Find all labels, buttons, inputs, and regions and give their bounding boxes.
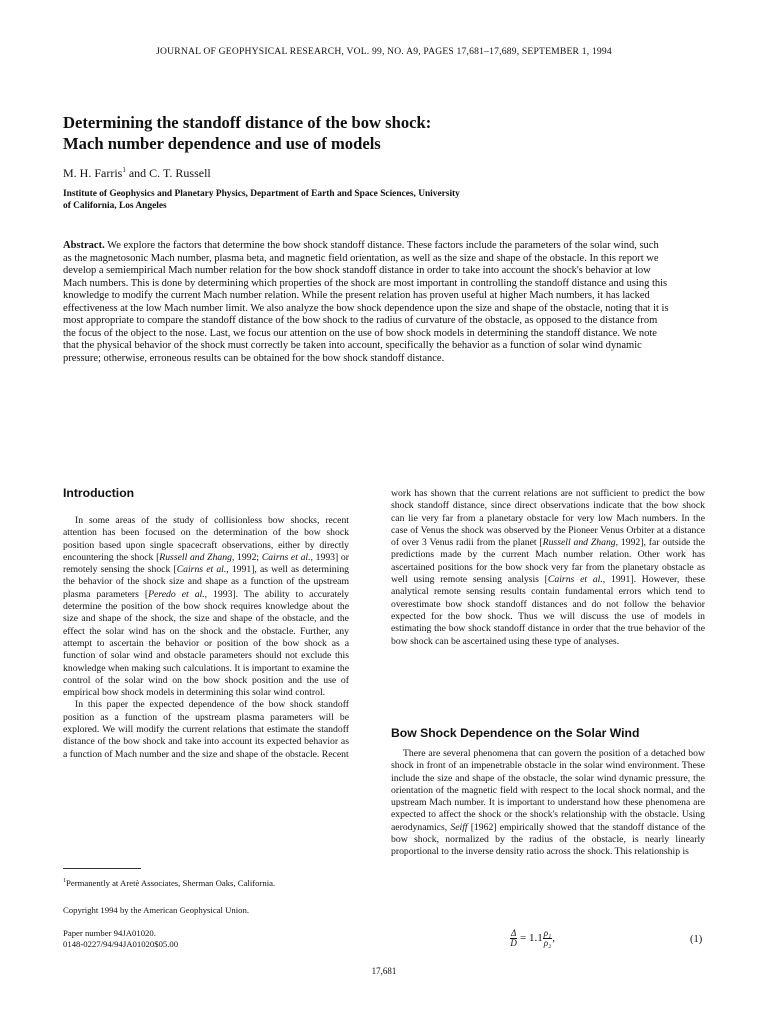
footnote-mark: 1 <box>63 878 66 885</box>
abstract <box>63 240 669 365</box>
paper-number-block <box>63 928 178 950</box>
text-run: In some areas of the study of collisionless bow shocks, recent attention has been focused on the determination of the bow shock position based upon single spacecraft observations, either by directly encountering the shock [ <box>63 515 349 563</box>
title-line-2: Mach number dependence and use of models <box>63 134 381 153</box>
footnote <box>63 878 275 888</box>
copyright: Copyright 1994 by the American Geophysical Union. <box>63 905 250 915</box>
equation-number: (1) <box>690 934 703 945</box>
intro-paragraph-3 <box>391 488 705 648</box>
bow-paragraph-1 <box>391 748 705 859</box>
text-run: , 1992; <box>231 551 262 563</box>
affiliation <box>63 188 713 212</box>
title-line-1: Determining the standoff distance of the bow shock: <box>63 113 432 132</box>
page-number: 17,681 <box>371 966 397 976</box>
footnote-text: Permanently at Aretè Associates, Sherman Oaks, California. <box>66 878 276 888</box>
paper-code: 0148-0227/94/94JA01020$05.00 <box>63 939 179 949</box>
author-join: and <box>125 166 150 180</box>
equation-lhs-denominator: D <box>510 938 517 948</box>
citation: Cairns et al. <box>261 551 311 563</box>
paper-title <box>63 112 713 154</box>
intro-paragraph-2: In this paper the expected dependence of the bow shock standoff position as a function of the upstream plasma parameters will be explored. We will modify the current relations that estimate the standoff distance of the bow shock and take into account its expected behavior as a function of Mach number and the size and shape of the obstacle. Recent <box>63 699 349 760</box>
text-run: , 1993]. The ability to accurately determine the position of the bow shock requires knowledge about the size and shape of the shock, the size and shape of the obstacle, and the effect the solar wind has on the shock and the obstacle. Further, any attempt to ascertain the behavior or position of the bow shock as a function of solar wind and obstacle parameters should not exclude this knowledge when making such calculations. It is important to examine the control of the solar wind on the bow shock position and the use of empirical bow shock models in determining this solar wind control. <box>63 588 349 699</box>
introduction-body <box>63 515 349 761</box>
footnote-rule <box>63 868 141 869</box>
equation-rhs-fraction <box>543 929 552 948</box>
paper-number: Paper number 94JA01020. <box>63 928 156 938</box>
text-run: , 1992], far outside the predictions made by the current Mach number relation. Other work has ascertained positions for the bow shock very far from the planetary obstacle as well using remote sensing analysis [ <box>391 537 706 586</box>
equation-coefficient: = 1.1 <box>517 932 543 945</box>
citation: Russell and Zhang <box>159 551 232 563</box>
equation-tail: , <box>552 932 555 945</box>
author-1-affiliation-mark: 1 <box>122 166 126 174</box>
text-run: work has shown that the current relations are not sufficient to predict the bow shock standoff distance, since direct observations indicate that the bow shock can lie very far from a planetary obstacle for very low Mach numbers. In the case of Venus the shock was observed by the Pioneer Venus Orbiter at a distance of over 3 Venus radii from the planet [ <box>391 488 705 549</box>
text-run: [1962] empirically showed that the standoff distance of the bow shock, normalized by the radius of the obstacle, is nearly linearly proportional to the inverse density ratio across the shock. This relationship is <box>391 821 706 858</box>
equation-rhs-numerator: ρ₁ <box>543 928 552 938</box>
equation-rhs-denominator: ρ₂ <box>543 938 552 948</box>
introduction-heading: Introduction <box>63 486 135 500</box>
introduction-body-continued <box>391 488 705 648</box>
bow-shock-heading: Bow Shock Dependence on the Solar Wind <box>391 726 640 740</box>
text-run: , 1991]. However, these analytical remote sensing results contain fundamental errors which tend to overestimate bow shock standoff distances and do not follow the behavior expected for the bow shock. Thus we will discuss the use of models in estimating the bow shock standoff distance in order that the true behavior of the bow shock can be ascertained using these type of analyses. <box>391 574 705 647</box>
citation: Cairns et al. <box>547 574 603 586</box>
author-2: C. T. Russell <box>149 166 211 180</box>
journal-header: JOURNAL OF GEOPHYSICAL RESEARCH, VOL. 99, NO. A9, PAGES 17,681–17,689, SEPTEMBER 1, 1994 <box>156 46 612 57</box>
text-run: There are several phenomena that can govern the position of a detached bow shock in front of an impenetrable obstacle in the solar wind environment. These include the size and shape of the obstacle, the solar wind dynamic pressure, the orientation of the magnetic field with respect to the local shock normal, and the upstream Mach number. It is important to understand how these phenomena are expected to affect the shock or the shock's relationship with the obstacle. Using aerodynamics, <box>391 748 705 833</box>
text-run: , 1993] or remotely sensing the shock [ <box>63 551 349 576</box>
affiliation-line-2: of California, Los Angeles <box>63 201 167 211</box>
equation-lhs-numerator: Δ <box>511 928 517 938</box>
citation: Peredo et al. <box>148 588 205 600</box>
abstract-text: We explore the factors that determine the bow shock standoff distance. These factors include the parameters of the solar wind, such as the magnetosonic Mach number, plasma beta, and magnetic field orientation, as well as the size and shape of the obstacle. In this report we develop a semiempirical Mach number relation for the bow shock standoff distance in order to take into account the shock's behavior at low Mach numbers. This is done by determining which properties of the shock are most important in controlling the standoff distance and using this knowledge to modify the current Mach number relation. While the present relation has proven useful at higher Mach numbers, it has lacked effectiveness at the low Mach number limit. We also analyze the bow shock dependence upon the size and shape of the obstacle, noting that it is most appropriate to compare the standoff distance of the bow shock to the radius of curvature of the obstacle, as opposed to the distance from the focus of the object to the nose. Last, we focus our attention on the use of bow shock models in determining the standoff distance. We note that the physical behavior of the shock must correctly be taken into account, specifically the behavior as a function of solar wind dynamic pressure; otherwise, erroneous results can be obtained for the bow shock standoff distance. <box>63 240 669 364</box>
intro-paragraph-1 <box>63 515 349 699</box>
abstract-label: Abstract. <box>63 240 105 251</box>
equation-1 <box>510 929 555 948</box>
citation: Cairns et al. <box>176 564 227 576</box>
author-1: M. H. Farris <box>63 166 123 180</box>
citation: Seiff <box>450 821 468 833</box>
text-run: , 1991], as well as determining the behavior of the shock size and shape as a function of the upstream plasma parameters [ <box>63 564 350 600</box>
citation: Russell and Zhang <box>542 537 616 549</box>
bow-shock-body <box>391 748 705 859</box>
affiliation-line-1: Institute of Geophysics and Planetary Physics, Department of Earth and Space Sciences, University <box>63 189 460 199</box>
authors <box>63 166 211 181</box>
